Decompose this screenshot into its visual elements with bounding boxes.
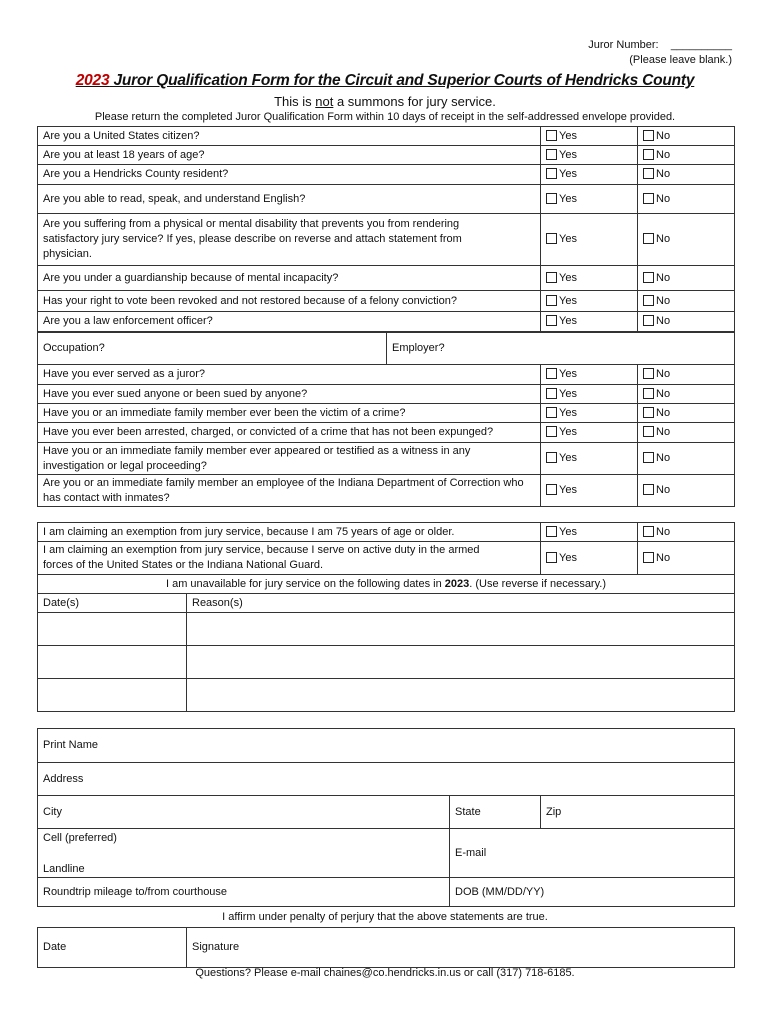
no-option[interactable] <box>638 443 735 475</box>
yes-checkbox[interactable] <box>546 552 557 563</box>
signature-label: Signature <box>192 941 240 953</box>
unavailable-row <box>38 613 735 646</box>
no-option[interactable] <box>638 404 735 423</box>
unavailable-year: 2023 <box>444 577 470 590</box>
no-option[interactable] <box>638 365 735 385</box>
yes-checkbox[interactable] <box>546 388 557 399</box>
affirmation: I affirm under penalty of perjury that the above statements are true. <box>222 911 548 923</box>
no-label: No <box>656 452 671 464</box>
yes-option[interactable] <box>541 423 638 443</box>
yes-label: Yes <box>559 192 577 205</box>
juror-number-blank[interactable]: __________ <box>670 39 732 51</box>
question-text: Are you able to read, speak, and understand English? <box>38 185 541 214</box>
employer-label: Employer? <box>392 342 445 354</box>
yes-option[interactable] <box>541 266 638 291</box>
email-field[interactable] <box>450 829 735 878</box>
yes-option[interactable] <box>541 385 638 404</box>
yes-checkbox[interactable] <box>546 168 557 179</box>
return-instruction: Please return the completed Juror Qualification Form within 10 days of receipt in the self-addressed envelope provided. <box>94 111 676 123</box>
question-text: Have you or an immediate family member ever appeared or testified as a witness in any investigation or legal proceeding? <box>38 443 541 475</box>
no-label: No <box>656 233 671 245</box>
unavailable-row <box>38 646 735 679</box>
no-label: No <box>656 294 671 307</box>
no-label: No <box>656 387 671 400</box>
date-label: Date <box>43 941 67 953</box>
date-field[interactable] <box>38 646 187 679</box>
no-label: No <box>656 192 671 205</box>
no-option[interactable] <box>638 266 735 291</box>
no-label: No <box>656 148 671 161</box>
question-text: Are you at least 18 years of age? <box>38 146 541 165</box>
yes-option[interactable] <box>541 312 638 332</box>
question-text: Have you ever been arrested, charged, or convicted of a crime that has not been expunged? <box>38 423 541 443</box>
question-text: Are you a United States citizen? <box>38 127 541 146</box>
reason-field[interactable] <box>187 646 735 679</box>
yes-checkbox[interactable] <box>546 426 557 437</box>
yes-option[interactable] <box>541 146 638 165</box>
question-text: Have you or an immediate family member ever been the victim of a crime? <box>38 404 541 423</box>
question-text: Are you under a guardianship because of mental incapacity? <box>38 266 541 291</box>
no-option[interactable] <box>638 127 735 146</box>
date-field[interactable] <box>38 613 187 646</box>
leave-blank-note: (Please leave blank.) <box>629 54 732 66</box>
exemption-text: I am claiming an exemption from jury service, because I am 75 years of age or older. <box>38 523 541 542</box>
dob-label: DOB (MM/DD/YY) <box>455 885 545 898</box>
no-checkbox[interactable] <box>643 368 654 379</box>
no-checkbox[interactable] <box>643 484 654 495</box>
unavailable-after: . (Use reverse if necessary.) <box>469 577 607 590</box>
no-checkbox[interactable] <box>643 526 654 537</box>
question-text: Are you or an immediate family member an employee of the Indiana Department of Correction who has contact with inmates? <box>38 475 541 507</box>
yes-checkbox[interactable] <box>546 315 557 326</box>
date-field[interactable] <box>38 679 187 712</box>
yes-label: Yes <box>559 525 577 538</box>
no-checkbox[interactable] <box>643 426 654 437</box>
no-option[interactable] <box>638 214 735 266</box>
question-row <box>38 312 735 332</box>
no-option[interactable] <box>638 312 735 332</box>
mileage-field[interactable] <box>38 878 450 907</box>
mileage-label: Roundtrip mileage to/from courthouse <box>43 885 228 898</box>
no-label: No <box>656 484 671 496</box>
yes-checkbox[interactable] <box>546 272 557 283</box>
address-label: Address <box>43 772 84 785</box>
juror-number-label: Juror Number: <box>588 39 659 51</box>
exemptions-table <box>37 522 735 712</box>
notice-emphasis: not <box>315 94 334 109</box>
question-row <box>38 443 735 475</box>
form-title-year: 2023 <box>75 72 110 89</box>
no-checkbox[interactable] <box>643 193 654 204</box>
landline-label: Landline <box>43 863 85 875</box>
question-row <box>38 214 735 266</box>
yes-option[interactable] <box>541 443 638 475</box>
no-checkbox[interactable] <box>643 388 654 399</box>
no-label: No <box>656 525 671 538</box>
question-text: Are you a law enforcement officer? <box>38 312 541 332</box>
yes-checkbox[interactable] <box>546 149 557 160</box>
no-label: No <box>656 271 671 284</box>
yes-option[interactable] <box>541 475 638 507</box>
yes-checkbox[interactable] <box>546 193 557 204</box>
reason-field[interactable] <box>187 613 735 646</box>
no-label: No <box>656 168 671 180</box>
employer-field[interactable] <box>387 333 735 365</box>
no-label: No <box>656 426 671 438</box>
no-checkbox[interactable] <box>643 295 654 306</box>
question-row <box>38 165 735 185</box>
yes-checkbox[interactable] <box>546 452 557 463</box>
yes-option[interactable] <box>541 127 638 146</box>
reasons-header: Reason(s) <box>187 594 735 613</box>
no-label: No <box>656 406 671 419</box>
question-row <box>38 423 735 443</box>
yes-label: Yes <box>559 129 577 142</box>
address-field[interactable] <box>38 763 735 796</box>
yes-option[interactable] <box>541 165 638 185</box>
yes-label: Yes <box>559 148 577 161</box>
no-checkbox[interactable] <box>643 130 654 141</box>
question-text: Have you ever sued anyone or been sued by anyone? <box>38 385 541 404</box>
state-label: State <box>455 805 481 818</box>
exemption-row <box>38 542 735 575</box>
no-label: No <box>656 315 671 327</box>
no-checkbox[interactable] <box>643 407 654 418</box>
no-option[interactable] <box>638 185 735 214</box>
yes-label: Yes <box>559 271 577 284</box>
yes-option[interactable] <box>541 365 638 385</box>
questions-contact: Questions? Please e-mail chaines@co.hendricks.in.us or call (317) 718-6185. <box>195 967 575 979</box>
city-label: City <box>43 805 62 818</box>
state-field[interactable] <box>450 796 541 829</box>
question-text: Has your right to vote been revoked and not restored because of a felony conviction? <box>38 291 541 312</box>
no-option[interactable] <box>638 475 735 507</box>
no-option[interactable] <box>638 165 735 185</box>
yes-option[interactable] <box>541 404 638 423</box>
yes-label: Yes <box>559 452 577 464</box>
print-name-field[interactable] <box>38 729 735 763</box>
zip-field[interactable] <box>541 796 735 829</box>
yes-label: Yes <box>559 484 577 496</box>
questions-table-b <box>37 364 735 507</box>
no-checkbox[interactable] <box>643 452 654 463</box>
not-summons-notice <box>0 94 770 109</box>
question-text: Have you ever served as a juror? <box>38 365 541 385</box>
yes-label: Yes <box>559 426 577 438</box>
question-row <box>38 127 735 146</box>
question-row <box>38 185 735 214</box>
signature-field[interactable] <box>187 928 735 968</box>
question-text: Are you a Hendricks County resident? <box>38 165 541 185</box>
yes-checkbox[interactable] <box>546 368 557 379</box>
exemption-text: I am claiming an exemption from jury service, because I serve on active duty in the armed forces of the United States or the Indiana National Guard. <box>38 542 541 575</box>
questions-table-a <box>37 126 735 332</box>
no-option[interactable] <box>638 146 735 165</box>
email-label: E-mail <box>455 846 487 859</box>
no-label: No <box>656 368 671 380</box>
occupation-table <box>37 332 735 365</box>
no-label: No <box>656 551 671 564</box>
no-checkbox[interactable] <box>643 272 654 283</box>
question-row <box>38 291 735 312</box>
yes-checkbox[interactable] <box>546 407 557 418</box>
yes-label: Yes <box>559 315 577 327</box>
question-row <box>38 404 735 423</box>
no-checkbox[interactable] <box>643 233 654 244</box>
form-title <box>0 72 770 90</box>
unavailable-statement <box>38 575 735 594</box>
yes-label: Yes <box>559 294 577 307</box>
question-row <box>38 146 735 165</box>
no-option[interactable] <box>638 385 735 404</box>
no-checkbox[interactable] <box>643 168 654 179</box>
date-sign-field[interactable] <box>38 928 187 968</box>
yes-label: Yes <box>559 168 577 180</box>
yes-checkbox[interactable] <box>546 233 557 244</box>
unavailable-row <box>38 679 735 712</box>
yes-label: Yes <box>559 406 577 419</box>
yes-option[interactable] <box>541 291 638 312</box>
unavailable-before: I am unavailable for jury service on the following dates in <box>165 577 445 590</box>
exemption-row <box>38 523 735 542</box>
notice-after: a summons for jury service. <box>333 94 496 109</box>
question-text: Are you suffering from a physical or mental disability that prevents you from rendering satisfactory jury service? If yes, please describe on reverse and attach statement from physician. <box>38 214 541 266</box>
no-checkbox[interactable] <box>643 552 654 563</box>
zip-label: Zip <box>546 805 562 818</box>
question-row <box>38 266 735 291</box>
form-title-text: Juror Qualification Form for the Circuit and Superior Courts of Hendricks County <box>109 72 695 89</box>
no-option[interactable] <box>638 423 735 443</box>
juror-number-line <box>588 38 732 53</box>
question-row <box>38 365 735 385</box>
no-checkbox[interactable] <box>643 315 654 326</box>
question-row <box>38 385 735 404</box>
yes-label: Yes <box>559 233 577 245</box>
occupation-label: Occupation? <box>43 342 105 354</box>
contact-table <box>37 728 735 907</box>
yes-label: Yes <box>559 368 577 380</box>
dob-field[interactable] <box>450 878 735 907</box>
yes-label: Yes <box>559 387 577 400</box>
occupation-field[interactable] <box>38 333 387 365</box>
reason-field[interactable] <box>187 679 735 712</box>
yes-checkbox[interactable] <box>546 295 557 306</box>
dates-header: Date(s) <box>38 594 187 613</box>
phone-field[interactable] <box>38 829 450 878</box>
yes-checkbox[interactable] <box>546 130 557 141</box>
no-checkbox[interactable] <box>643 149 654 160</box>
yes-option[interactable] <box>541 542 638 575</box>
city-field[interactable] <box>38 796 450 829</box>
print-name-label: Print Name <box>43 739 99 751</box>
no-label: No <box>656 129 671 142</box>
yes-checkbox[interactable] <box>546 526 557 537</box>
no-option[interactable] <box>638 291 735 312</box>
yes-checkbox[interactable] <box>546 484 557 495</box>
yes-label: Yes <box>559 551 577 564</box>
notice-before: This is <box>274 94 316 109</box>
question-row <box>38 475 735 507</box>
yes-option[interactable] <box>541 523 638 542</box>
yes-option[interactable] <box>541 185 638 214</box>
no-option[interactable] <box>638 523 735 542</box>
yes-option[interactable] <box>541 214 638 266</box>
signature-table <box>37 927 735 968</box>
cell-label: Cell (preferred) <box>43 832 117 844</box>
no-option[interactable] <box>638 542 735 575</box>
